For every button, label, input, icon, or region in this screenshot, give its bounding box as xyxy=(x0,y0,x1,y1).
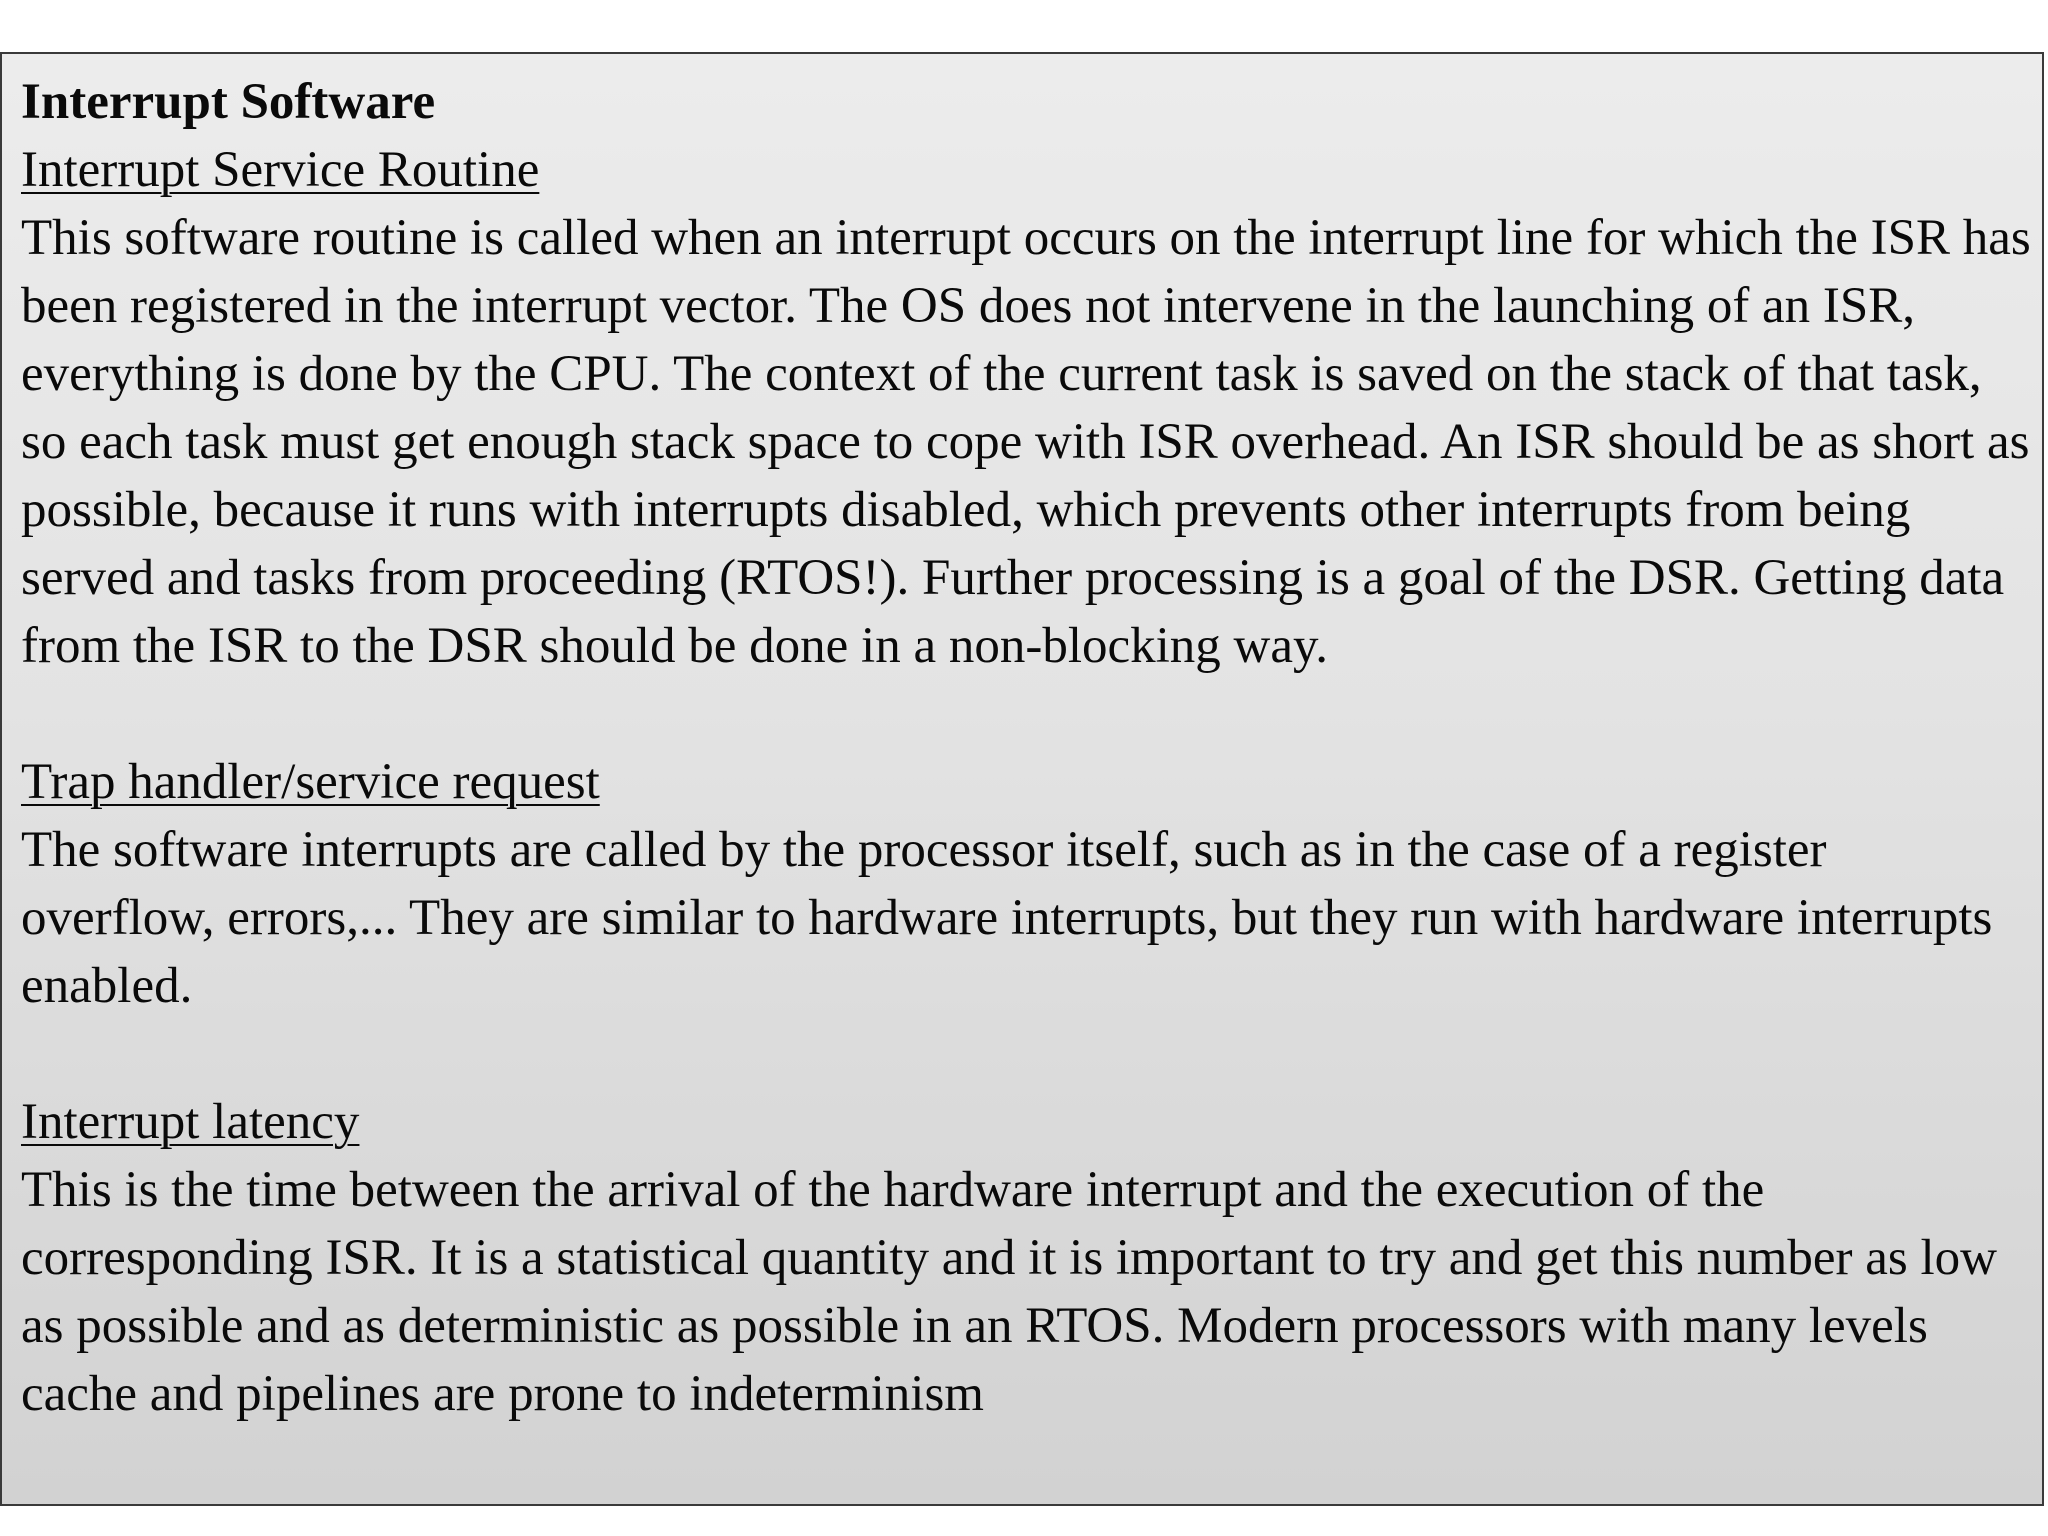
section-heading-trap-handler: Trap handler/service request xyxy=(21,754,600,810)
section-body-isr: This software routine is called when an interrupt occurs on the interrupt line for which the ISR has been registered in the interrupt vector. The OS does not intervene in the launching of an ISR, everything is done by the CPU. The context of the current task is saved on the stack of that task, so each task must get enough stack space to cope with ISR overhead. An ISR should be as short as possible, because it runs with interrupts disabled, which prevents other interrupts from being served and tasks from proceeding (RTOS!). Further processing is a goal of the DSR. Getting data from the ISR to the DSR should be done in a non-blocking way. xyxy=(21,210,2031,674)
section-heading-interrupt-latency: Interrupt latency xyxy=(21,1094,360,1150)
text-panel xyxy=(0,52,2044,1506)
section-body-trap-handler: The software interrupts are called by the processor itself, such as in the case of a register overflow, errors,... They are similar to hardware interrupts, but they run with hardware interrupts enabled. xyxy=(21,822,1993,1014)
section-spacer xyxy=(21,680,2031,748)
section-heading-isr: Interrupt Service Routine xyxy=(21,142,540,198)
panel-content xyxy=(21,68,2031,1428)
section-body-interrupt-latency: This is the time between the arrival of the hardware interrupt and the execution of the corresponding ISR. It is a statistical quantity and it is important to try and get this number as low as possible and as deterministic as possible in an RTOS. Modern processors with many levels cache and pipelines are prone to indeterminism xyxy=(21,1162,1997,1422)
section-spacer xyxy=(21,1020,2031,1088)
document-title: Interrupt Software xyxy=(21,74,436,130)
